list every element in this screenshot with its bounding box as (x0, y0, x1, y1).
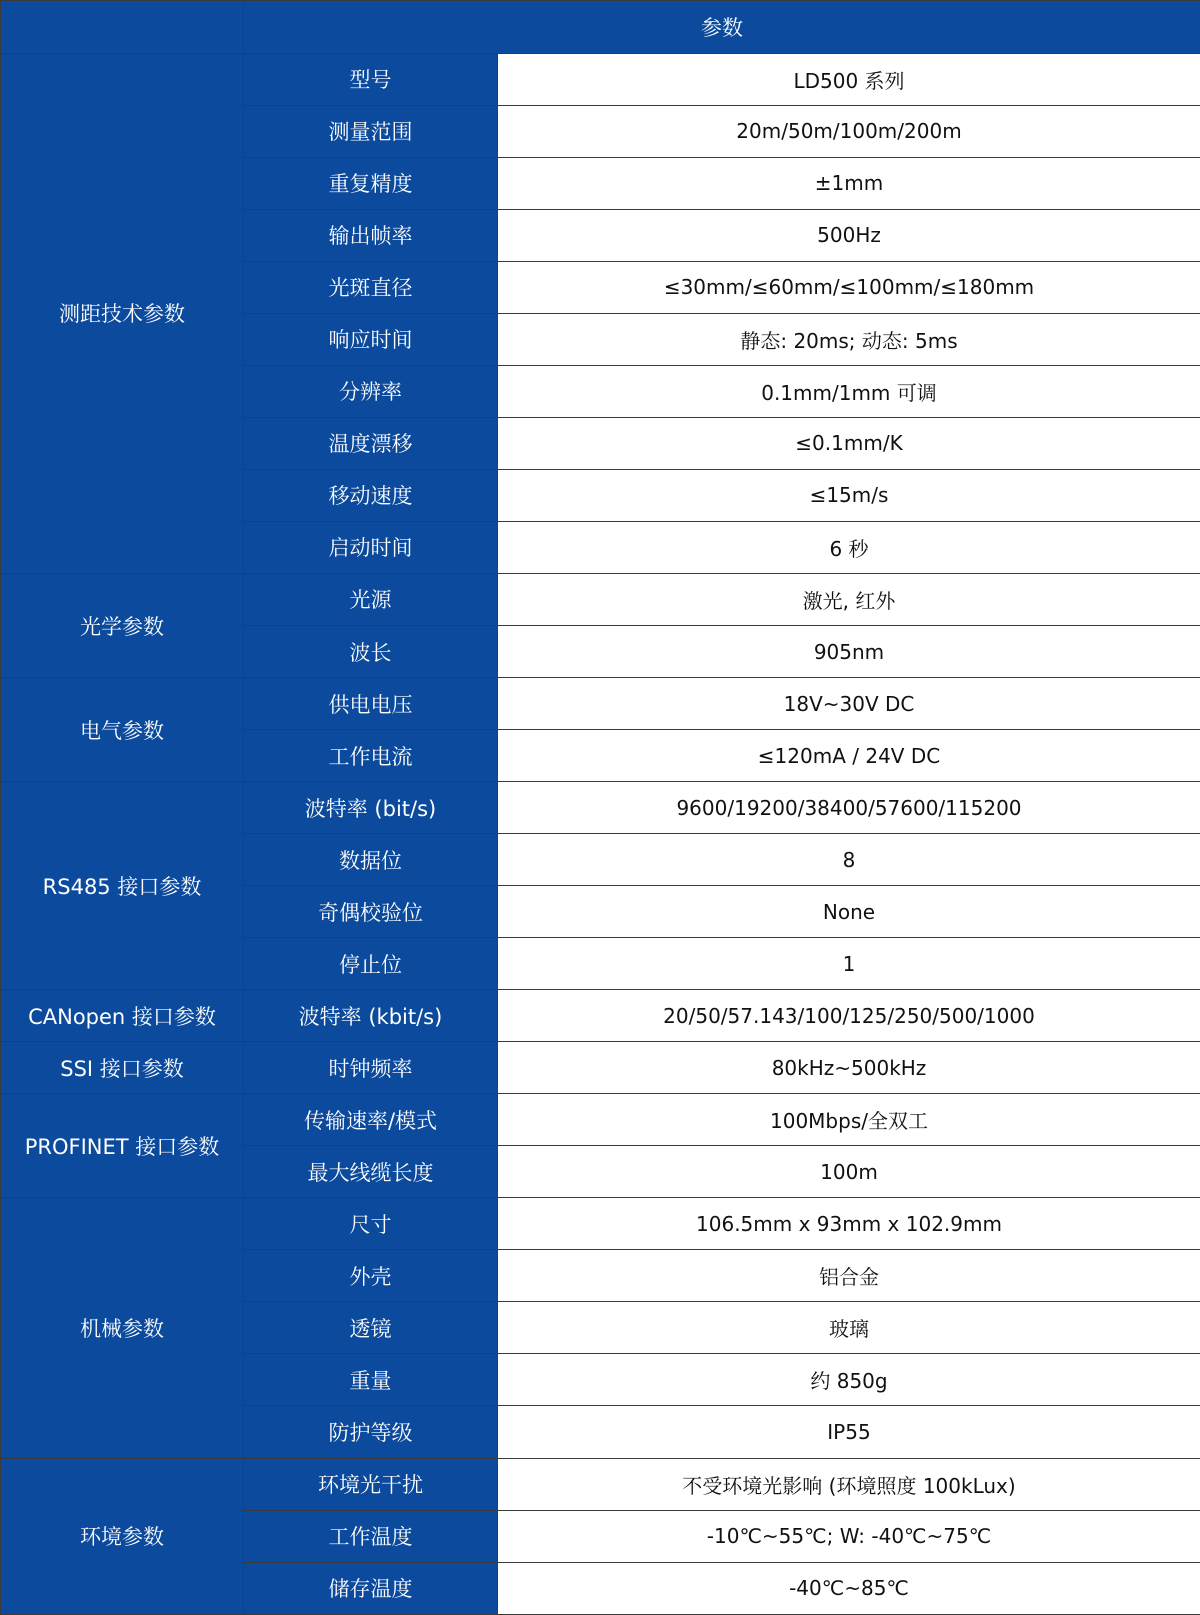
table-header-row (1, 1, 1200, 54)
param-name-cell: 波特率 (kbit/s) (244, 990, 498, 1042)
param-name-cell: 测量范围 (244, 105, 498, 157)
param-value-cell: 500Hz (498, 209, 1200, 261)
param-name-cell: 波特率 (bit/s) (244, 782, 498, 834)
group-name-cell: 机械参数 (1, 1198, 244, 1458)
param-name-cell: 重量 (244, 1354, 498, 1406)
param-value-cell: 106.5mm x 93mm x 102.9mm (498, 1198, 1200, 1250)
table-row (1, 990, 1200, 1042)
param-name-cell: 停止位 (244, 938, 498, 990)
header-title-cell: 参数 (244, 1, 1200, 54)
param-value-cell: 静态: 20ms; 动态: 5ms (498, 313, 1200, 365)
param-value-cell: None (498, 886, 1200, 938)
group-name-cell: 光学参数 (1, 573, 244, 677)
param-value-cell: 905nm (498, 626, 1200, 678)
param-value-cell: 80kHz~500kHz (498, 1042, 1200, 1094)
param-name-cell: 工作温度 (244, 1510, 498, 1562)
param-value-cell: 9600/19200/38400/57600/115200 (498, 782, 1200, 834)
table-row (1, 678, 1200, 730)
param-value-cell: -10℃~55℃; W: -40℃~75℃ (498, 1510, 1200, 1562)
param-value-cell: 约 850g (498, 1354, 1200, 1406)
param-name-cell: 输出帧率 (244, 209, 498, 261)
param-name-cell: 尺寸 (244, 1198, 498, 1250)
table-row (1, 53, 1200, 105)
param-value-cell: ≤30mm/≤60mm/≤100mm/≤180mm (498, 261, 1200, 313)
param-name-cell: 移动速度 (244, 469, 498, 521)
param-value-cell: -40℃~85℃ (498, 1562, 1200, 1614)
param-name-cell: 奇偶校验位 (244, 886, 498, 938)
param-name-cell: 工作电流 (244, 730, 498, 782)
group-name-cell: 环境参数 (1, 1458, 244, 1615)
group-name-cell: RS485 接口参数 (1, 782, 244, 990)
param-value-cell: ≤120mA / 24V DC (498, 730, 1200, 782)
param-name-cell: 响应时间 (244, 313, 498, 365)
param-value-cell: 100Mbps/全双工 (498, 1094, 1200, 1146)
param-name-cell: 传输速率/模式 (244, 1094, 498, 1146)
param-value-cell: IP55 (498, 1406, 1200, 1458)
param-value-cell: 玻璃 (498, 1302, 1200, 1354)
table-row (1, 573, 1200, 625)
param-value-cell: 1 (498, 938, 1200, 990)
table-row (1, 1458, 1200, 1510)
param-value-cell: 铝合金 (498, 1250, 1200, 1302)
param-value-cell: 不受环境光影响 (环境照度 100kLux) (498, 1458, 1200, 1510)
group-name-cell: 测距技术参数 (1, 53, 244, 573)
param-value-cell: 18V~30V DC (498, 678, 1200, 730)
param-value-cell: 6 秒 (498, 521, 1200, 573)
param-name-cell: 重复精度 (244, 157, 498, 209)
param-value-cell: 8 (498, 834, 1200, 886)
header-corner-cell (1, 1, 244, 54)
param-name-cell: 储存温度 (244, 1562, 498, 1614)
param-name-cell: 分辨率 (244, 365, 498, 417)
param-name-cell: 波长 (244, 626, 498, 678)
param-name-cell: 供电电压 (244, 678, 498, 730)
group-name-cell: PROFINET 接口参数 (1, 1094, 244, 1198)
param-name-cell: 最大线缆长度 (244, 1146, 498, 1198)
param-name-cell: 型号 (244, 53, 498, 105)
param-value-cell: LD500 系列 (498, 53, 1200, 105)
param-name-cell: 启动时间 (244, 521, 498, 573)
param-value-cell: ≤15m/s (498, 469, 1200, 521)
param-value-cell: 20/50/57.143/100/125/250/500/1000 (498, 990, 1200, 1042)
group-name-cell: CANopen 接口参数 (1, 990, 244, 1042)
table-row (1, 1198, 1200, 1250)
param-name-cell: 时钟频率 (244, 1042, 498, 1094)
param-name-cell: 防护等级 (244, 1406, 498, 1458)
param-name-cell: 温度漂移 (244, 417, 498, 469)
param-value-cell: ±1mm (498, 157, 1200, 209)
group-name-cell: 电气参数 (1, 678, 244, 782)
param-value-cell: 20m/50m/100m/200m (498, 105, 1200, 157)
param-name-cell: 数据位 (244, 834, 498, 886)
param-name-cell: 光源 (244, 573, 498, 625)
param-value-cell: 100m (498, 1146, 1200, 1198)
table-row (1, 1094, 1200, 1146)
spec-table-body (1, 1, 1200, 1615)
group-name-cell: SSI 接口参数 (1, 1042, 244, 1094)
param-name-cell: 外壳 (244, 1250, 498, 1302)
param-name-cell: 光斑直径 (244, 261, 498, 313)
table-row (1, 782, 1200, 834)
param-name-cell: 透镜 (244, 1302, 498, 1354)
param-value-cell: ≤0.1mm/K (498, 417, 1200, 469)
param-value-cell: 激光, 红外 (498, 573, 1200, 625)
param-value-cell: 0.1mm/1mm 可调 (498, 365, 1200, 417)
param-name-cell: 环境光干扰 (244, 1458, 498, 1510)
table-row (1, 1042, 1200, 1094)
